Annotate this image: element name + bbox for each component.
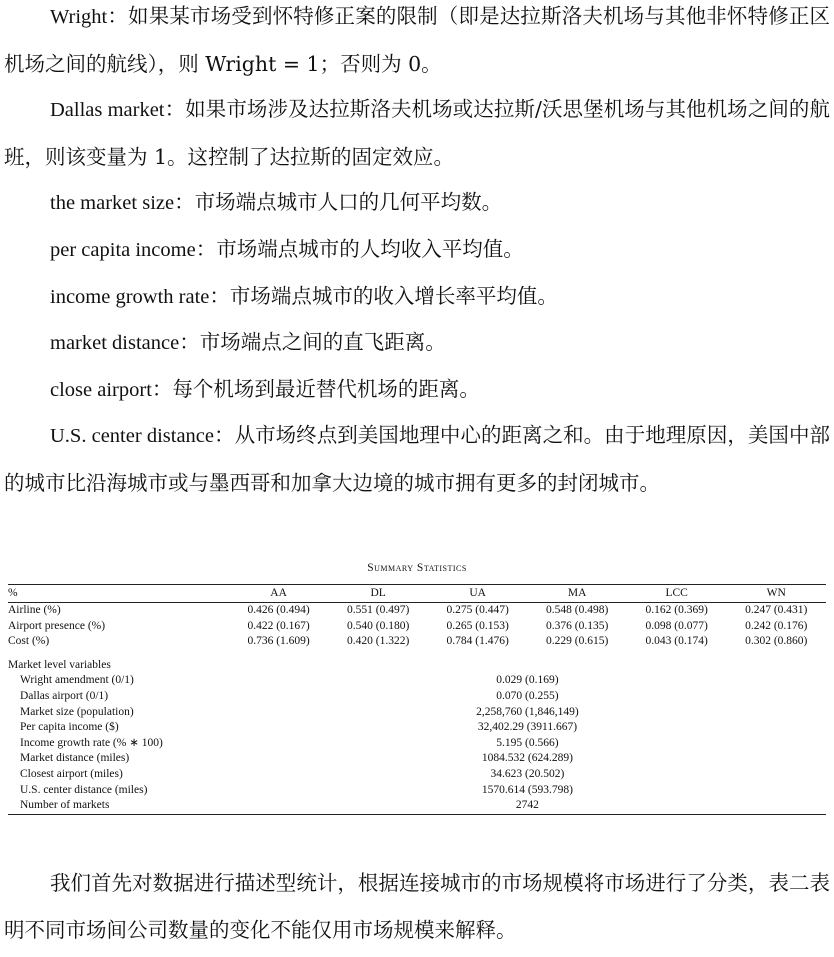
term-dallas-market: Dallas market [50,99,165,121]
row-label: Dallas airport (0/1) [20,689,109,702]
term-market-distance: market distance [50,332,180,354]
row-label: Closest airport (miles) [20,767,123,780]
table-row [8,751,826,767]
term-close-airport: close airport [50,379,152,401]
table-cell: 0.070 (0.255) [496,689,559,702]
table-cell: 0.275 (0.447) [446,604,509,616]
table-row [8,798,826,814]
table-header-row [8,585,826,603]
summary-statistics-table [8,584,826,815]
table-row [8,783,826,799]
term-market-size: the market size [50,192,175,214]
table-row [8,603,826,619]
header-cell: MA [527,585,627,603]
header-cell: % [8,585,229,603]
table-cell: 0.302 (0.860) [745,635,808,648]
table-cell: 0.162 (0.369) [645,604,708,616]
table-cell: 0.551 (0.497) [346,604,410,616]
table-cell: 0.420 (1.322) [346,635,410,648]
definition-text: ：每个机场到最近替代机场的距离。 [151,377,480,401]
definition-text: ：如果某市场受到怀特修正案的限制（即是达拉斯洛夫机场与其他非怀特修正区机场之间的航线），则 Wright = 1；否则为 0。 [4,4,830,76]
table-row [8,720,826,736]
term-us-center-distance: U.S. center distance [50,425,215,447]
paragraph-market-size [4,179,830,227]
table-row [8,736,826,752]
row-label: Per capita income ($) [20,721,119,734]
table-cell: 1570.614 (593.798) [481,783,573,796]
table-row [8,689,826,705]
table-cell: 2742 [229,798,826,814]
header-cell: WN [726,585,826,603]
paragraph-wright [4,0,830,87]
table-cell: 0.043 (0.174) [645,635,708,648]
summary-statistics-table-block [8,562,826,815]
table-cell: 0.242 (0.176) [745,619,808,632]
header-cell: UA [428,585,528,603]
term-per-capita-income: per capita income [50,239,196,261]
table-cell: 0.784 (1.476) [446,635,509,648]
definition-text: ：从市场终点到美国地理中心的距离之和。由于地理原因，美国中部的城市比沿海城市或与墨西哥和加拿大边境的城市拥有更多的封闭城市。 [4,423,830,495]
table-cell: 0.265 (0.153) [446,619,509,632]
table-cell: 0.098 (0.077) [645,619,708,632]
paragraph-per-capita-income [4,226,830,274]
table-row [8,673,826,689]
table-row [8,634,826,650]
header-cell: AA [229,585,329,603]
definition-text: ：市场端点之间的直飞距离。 [179,330,446,354]
table-cell: 0.029 (0.169) [496,674,559,687]
table-cell: 0.422 (0.167) [247,619,310,632]
paragraph-dallas-market [4,86,830,180]
table-cell: 0.376 (0.135) [546,619,609,632]
table-cell: 2,258,760 (1,846,149) [476,705,579,718]
table-cell: 5.195 (0.566) [496,736,559,749]
table-row [8,767,826,783]
term-income-growth-rate: income growth rate [50,286,210,308]
row-label: Cost (%) [8,635,50,648]
row-label: Airline (%) [8,604,61,616]
table-cell: 34.623 (20.502) [490,767,565,780]
row-label: Income growth rate (% ∗ 100) [20,736,163,749]
table-row [8,705,826,721]
row-label: Wright amendment (0/1) [20,674,134,687]
table-row [8,619,826,635]
definition-text: ：市场端点城市的人均收入平均值。 [195,237,524,261]
spacer-row [8,650,826,658]
header-cell: LCC [627,585,727,603]
table-cell: 1084.532 (624.289) [481,752,573,765]
definition-text: ：市场端点城市人口的几何平均数。 [174,190,503,214]
paragraph-us-center-distance [4,412,830,506]
paragraph-market-distance [4,319,830,367]
paragraph-income-growth-rate [4,273,830,321]
table-cell: 0.540 (0.180) [346,619,410,632]
table-cell: 0.736 (1.609) [247,635,310,648]
row-label: Airport presence (%) [8,619,106,632]
section-header-row [8,658,826,674]
row-label: Market distance (miles) [20,752,130,765]
table-cell: 32,402.29 (3911.667) [477,721,578,734]
row-label: Market size (population) [20,705,134,718]
paragraph-close-airport [4,366,830,414]
definition-text: ：市场端点城市的收入增长率平均值。 [209,284,558,308]
row-label: U.S. center distance (miles) [20,783,148,796]
header-cell: DL [328,585,428,603]
row-label: Number of markets [8,798,229,814]
table-cell: 0.426 (0.494) [247,604,310,616]
closing-paragraph: 我们首先对数据进行描述型统计，根据连接城市的市场规模将市场进行了分类，表二表明不同市场间公司数量的变化不能仅用市场规模来解释。 [4,871,830,942]
definition-text: ：如果市场涉及达拉斯洛夫机场或达拉斯/沃思堡机场与其他机场之间的航班，则该变量为 1。这控制了达拉斯的固定效应。 [4,97,830,169]
table-cell: 0.548 (0.498) [546,604,609,616]
term-wright: Wright [50,6,108,28]
table-cell: 0.247 (0.431) [745,604,808,616]
market-level-header: Market level variables [8,658,111,671]
table-title: Summary Statistics [367,562,467,574]
table-cell: 0.229 (0.615) [546,635,609,648]
